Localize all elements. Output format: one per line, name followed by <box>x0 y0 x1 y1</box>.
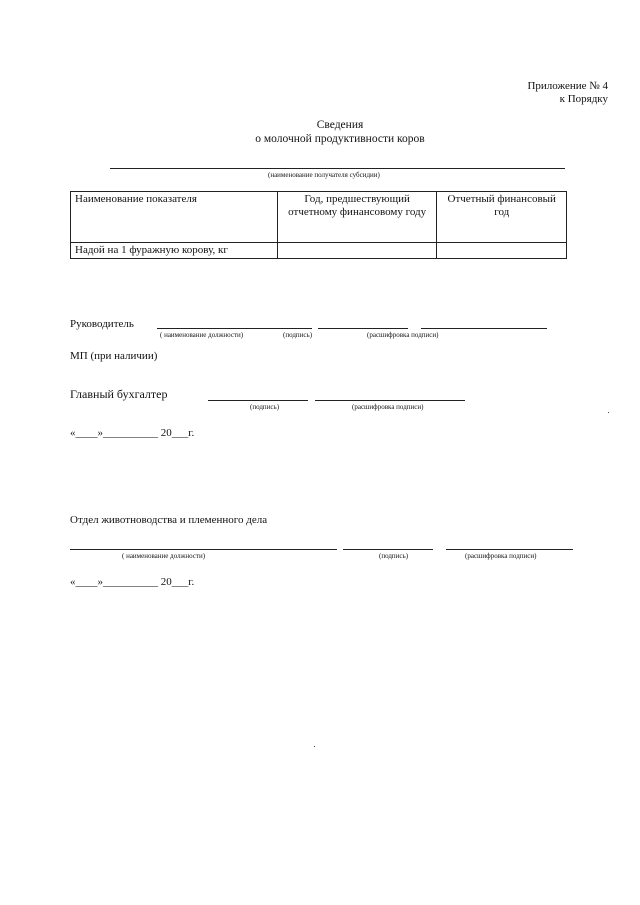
table-header-row <box>71 192 567 243</box>
header-reporting-year: Отчетный финансовый год <box>437 192 567 243</box>
head-label: Руководитель <box>70 318 134 330</box>
department-decoding-line[interactable] <box>446 549 573 550</box>
head-signature-line[interactable] <box>318 328 408 329</box>
recipient-caption: (наименование получателя субсидии) <box>268 171 380 179</box>
accountant-label: Главный бухгалтер <box>70 387 168 401</box>
table-row <box>71 243 567 259</box>
recipient-name-line[interactable] <box>110 168 565 169</box>
cell-reporting-year-value[interactable] <box>437 243 567 259</box>
appendix-reference: к Порядку <box>559 93 608 105</box>
accountant-signature-line[interactable] <box>208 400 308 401</box>
date-line-1[interactable]: «____»__________ 20___г. <box>70 427 195 439</box>
head-position-caption: ( наименование должности) <box>160 331 244 339</box>
department-label: Отдел животноводства и племенного дела <box>70 514 268 526</box>
appendix-number: Приложение № 4 <box>527 80 608 92</box>
scan-speck <box>314 746 315 747</box>
department-position-caption: ( наименование должности) <box>122 552 206 560</box>
department-position-line[interactable] <box>70 549 337 550</box>
title-line-2: о молочной продуктивности коров <box>255 133 425 145</box>
accountant-decoding-caption: (расшифровка подписи) <box>352 403 424 411</box>
cell-previous-year-value[interactable] <box>277 243 437 259</box>
department-decoding-caption: (расшифровка подписи) <box>465 552 537 560</box>
stamp-label: МП (при наличии) <box>70 350 158 362</box>
indicators-table <box>70 191 567 259</box>
header-indicator-name: Наименование показателя <box>71 192 278 243</box>
head-signature-caption: (подпись) <box>283 331 313 339</box>
document-title <box>0 118 640 146</box>
appendix-header <box>527 80 608 106</box>
accountant-signature-caption: (подпись) <box>250 403 280 411</box>
scan-speck <box>608 412 609 413</box>
date-line-2[interactable]: «____»__________ 20___г. <box>70 576 195 588</box>
head-decoding-caption: (расшифровка подписи) <box>367 331 439 339</box>
accountant-decoding-line[interactable] <box>315 400 465 401</box>
department-signature-caption: (подпись) <box>379 552 409 560</box>
head-position-line[interactable] <box>157 328 312 329</box>
header-previous-year: Год, предшествующий отчетному финансовому году <box>277 192 437 243</box>
cell-indicator-name: Надой на 1 фуражную корову, кг <box>71 243 278 259</box>
title-line-1: Сведения <box>316 119 364 131</box>
head-decoding-line[interactable] <box>421 328 547 329</box>
department-signature-line[interactable] <box>343 549 433 550</box>
